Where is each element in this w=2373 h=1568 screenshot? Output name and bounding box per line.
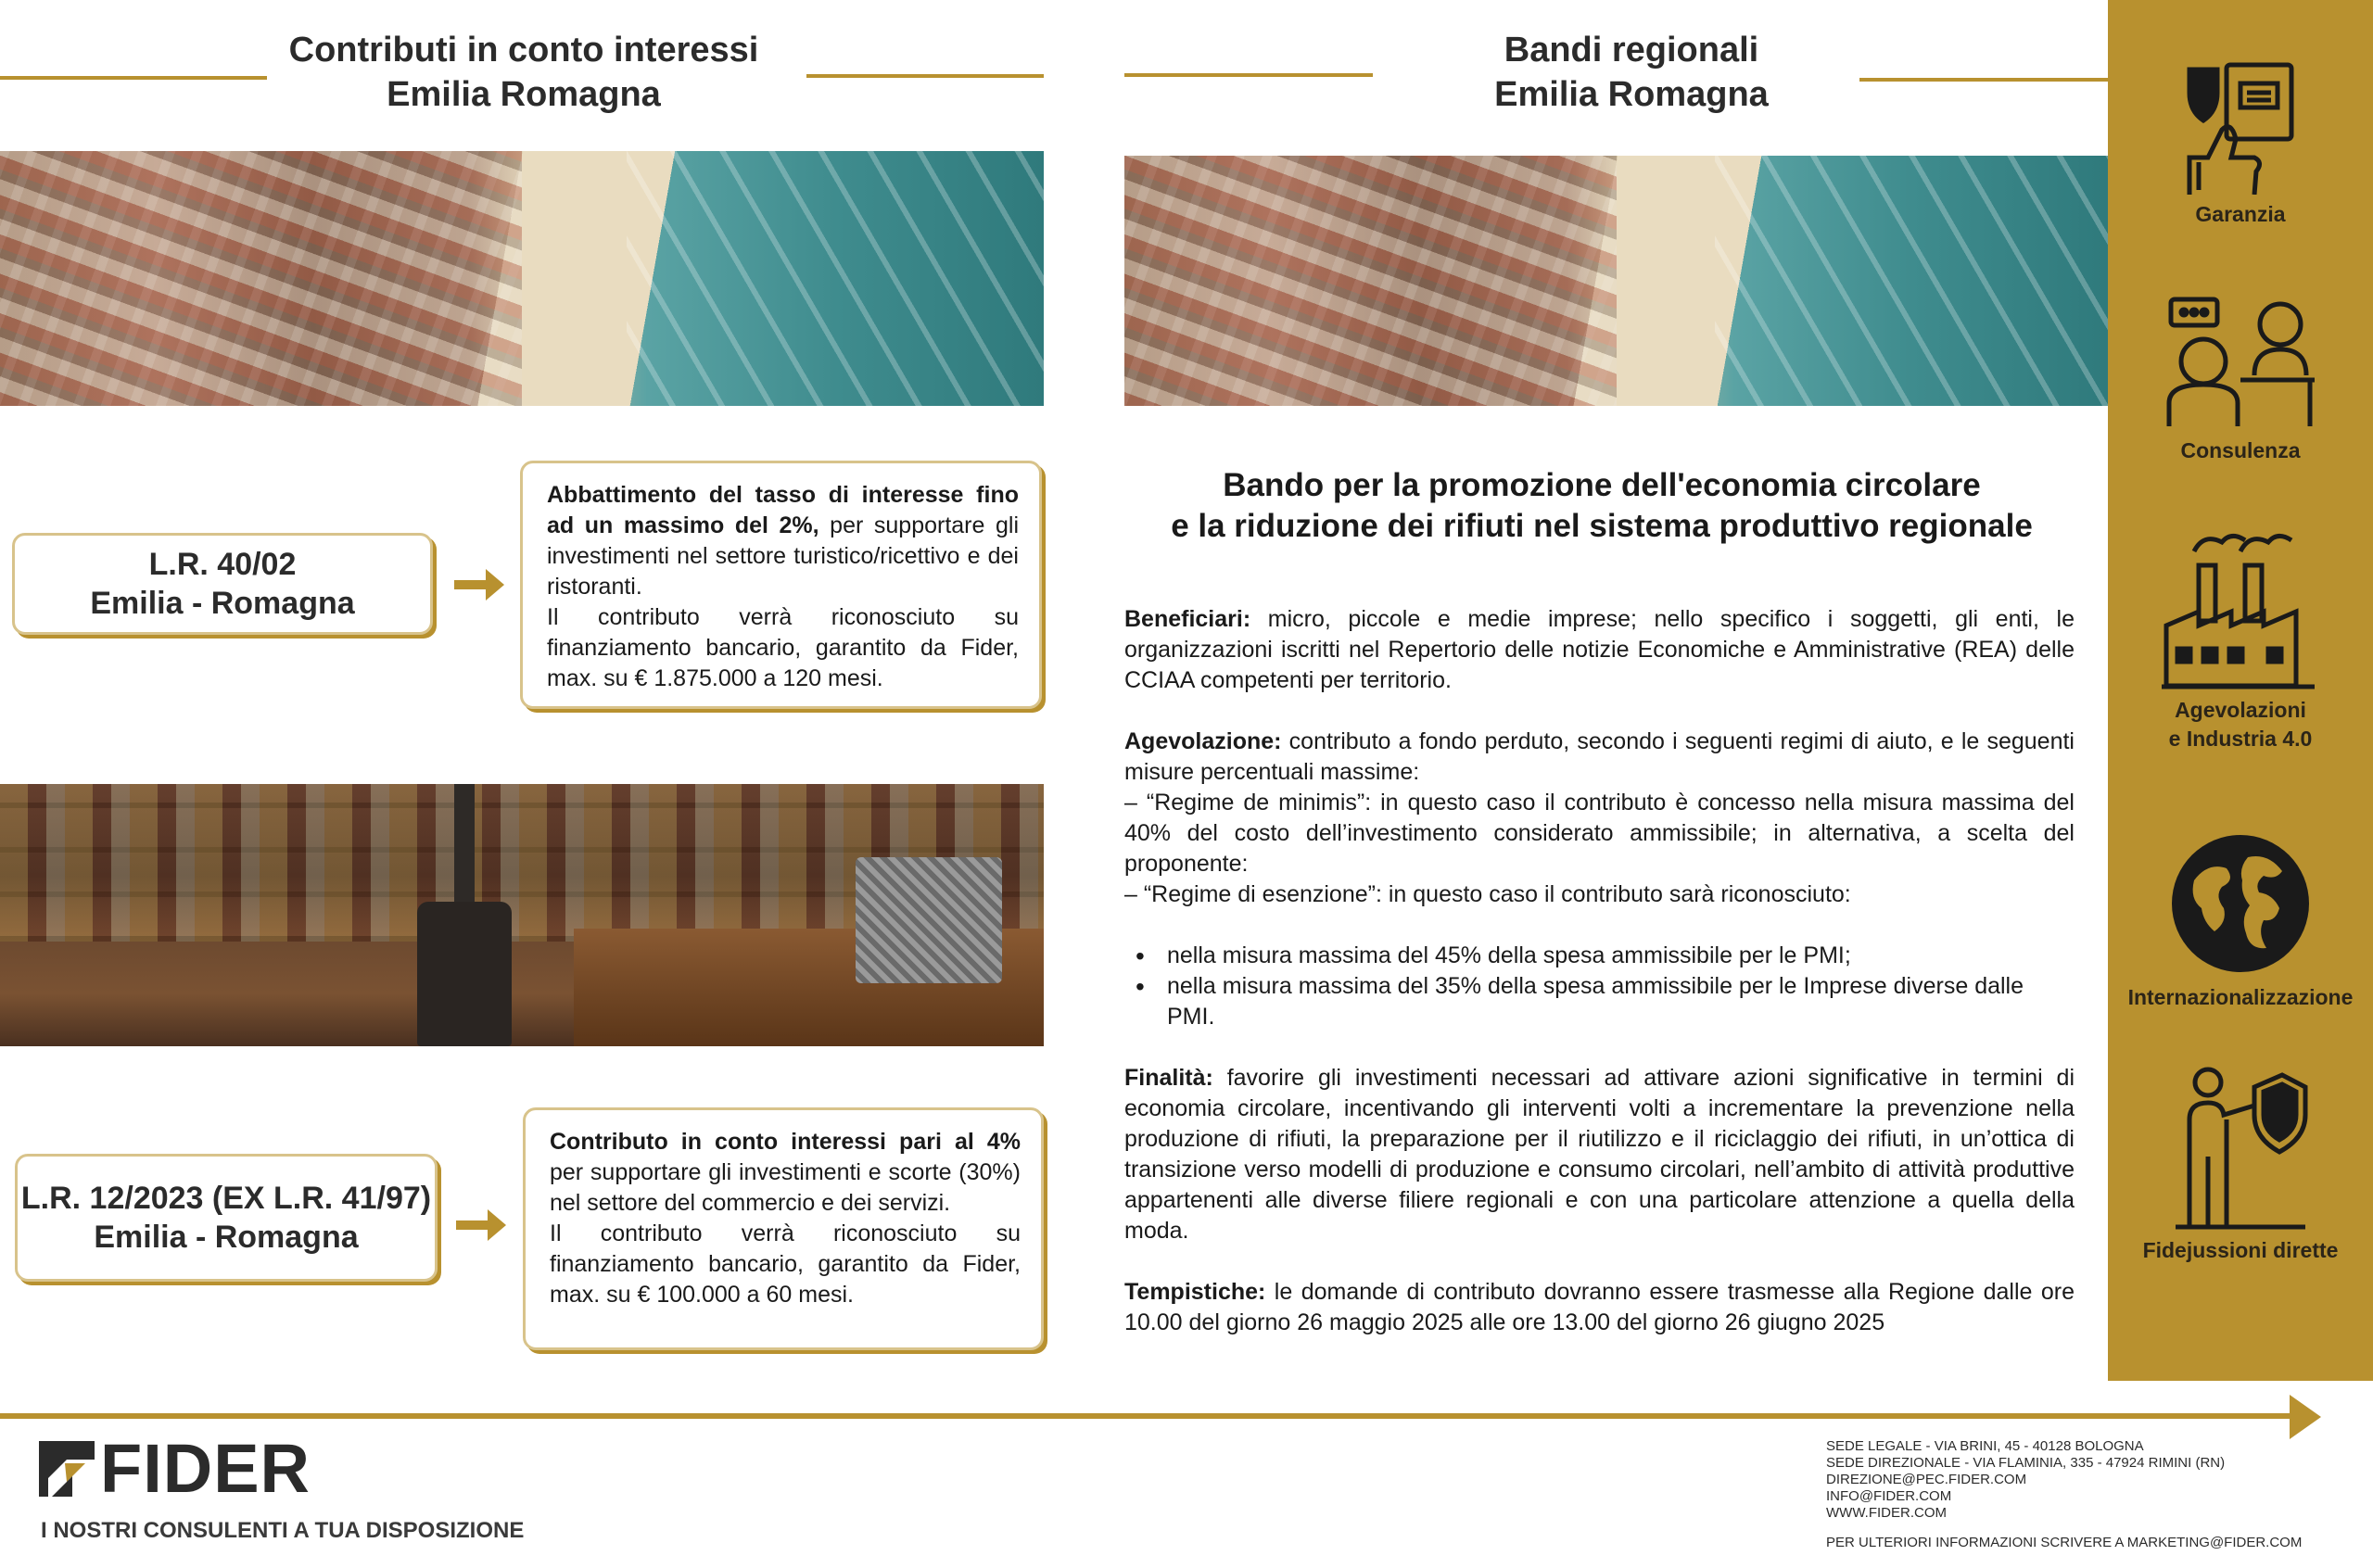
law2-desc-p1 [550, 1127, 1021, 1219]
contact-line: WWW.FIDER.COM [1826, 1505, 1947, 1521]
globe-icon [2166, 829, 2315, 978]
tempistiche-paragraph [1124, 1277, 2075, 1338]
title-rule-left-a [0, 76, 267, 80]
sidebar-item-garanzia [2108, 56, 2373, 229]
law2-desc-rest: per supportare gli investimenti e scorte (30%) nel settore del commercio e dei servizi. [550, 1159, 1021, 1216]
sidebar-label-agevolazioni-line2: e Industria 4.0 [2168, 727, 2313, 751]
sidebar-label-internazionalizzazione: Internazionalizzazione [2127, 985, 2354, 1009]
shop-photo [0, 784, 1044, 1046]
law1-desc-rest: per supportare gli investimenti nel settore turistico/ricettivo e dei ristoranti. [547, 512, 1019, 600]
law-box-lr-40-02 [12, 533, 433, 635]
consulting-icon [2162, 292, 2319, 431]
law1-description-box [520, 461, 1042, 709]
contact-more-info: PER ULTERIORI INFORMAZIONI SCRIVERE A MARKETING@FIDER.COM [1826, 1535, 2303, 1550]
agevolazione-paragraph [1124, 727, 2075, 910]
beach-photo-left [0, 151, 1044, 406]
contact-line: INFO@FIDER.COM [1826, 1488, 1952, 1504]
bando-title-line1: Bando per la promozione dell'economia circolare [1223, 467, 1981, 503]
title-rule-left-b [806, 74, 1044, 78]
sidebar-item-internazionalizzazione [2108, 829, 2373, 1012]
factory-icon [2157, 524, 2324, 690]
fider-logo-mark-icon [39, 1441, 95, 1497]
fider-logo [39, 1430, 311, 1507]
agevolazione-esenzione: – “Regime di esenzione”: in questo caso il contributo sarà riconosciuto: [1124, 881, 1851, 907]
title-rule-right-a [1124, 73, 1373, 77]
right-title-line2: Emilia Romagna [1494, 75, 1769, 114]
footer-arrow-icon [2290, 1395, 2321, 1439]
arrow-right-icon [452, 566, 506, 603]
law-box-lr-12-2023 [15, 1154, 438, 1282]
agevolazione-minimis: – “Regime de minimis”: in questo caso il contributo è concesso nella misura massima del 40% del costo dell’investimento considerato ammissibile; in alternativa, a scelta del proponente: [1124, 790, 2075, 877]
agevolazione-bullets [1124, 941, 2075, 1032]
law2-description-box [523, 1107, 1044, 1350]
left-title-line1: Contributi in conto interessi [288, 31, 759, 70]
bando-body [1124, 604, 2075, 1369]
footer-contacts [1826, 1438, 2302, 1551]
sidebar-label-consulenza: Consulenza [2180, 438, 2301, 462]
sidebar-label-garanzia: Garanzia [2195, 202, 2286, 226]
contact-line: SEDE DIREZIONALE - VIA FLAMINIA, 335 - 47924 RIMINI (RN) [1826, 1455, 2226, 1471]
arrow-right-icon-2 [454, 1207, 508, 1244]
list-item: • nella misura massima del 35% della spesa ammissibile per le Imprese diverse dalle PMI. [1124, 971, 2075, 1032]
sidebar-item-agevolazioni [2108, 524, 2373, 753]
guarantee-icon [2171, 56, 2310, 195]
sidebar-item-consulenza [2108, 292, 2373, 465]
agevolazione-label: Agevolazione: [1124, 728, 1282, 754]
list-item: • nella misura massima del 45% della spesa ammissibile per le PMI; [1124, 941, 2075, 971]
bando-title [1124, 465, 2079, 547]
contact-line: SEDE LEGALE - VIA BRINI, 45 - 40128 BOLOGNA [1826, 1438, 2144, 1454]
sidebar-item-fidejussioni [2108, 1064, 2373, 1265]
law2-name: L.R. 12/2023 (EX L.R. 41/97) [20, 1181, 432, 1216]
services-sidebar [2108, 0, 2373, 1381]
law1-desc-p2: Il contributo verrà riconosciuto su finanziamento bancario, garantito da Fider, max. su € 1.875.000 a 120 mesi. [547, 604, 1019, 691]
beach-photo-right [1124, 156, 2108, 406]
footer-tagline: I NOSTRI CONSULENTI A TUA DISPOSIZIONE [41, 1518, 525, 1543]
finalita-label: Finalità: [1124, 1065, 1213, 1091]
right-section-title [1390, 28, 1872, 117]
law2-desc-p2: Il contributo verrà riconosciuto su finanziamento bancario, garantito da Fider, max. su € 100.000 a 60 mesi. [550, 1220, 1021, 1308]
right-title-line1: Bandi regionali [1504, 31, 1759, 70]
law1-region: Emilia - Romagna [90, 586, 355, 621]
contact-line: DIREZIONE@PEC.FIDER.COM [1826, 1472, 2027, 1487]
beneficiari-label: Beneficiari: [1124, 606, 1251, 632]
sidebar-label-agevolazioni [2108, 696, 2373, 753]
beneficiari-text: micro, piccole e medie imprese; nello specifico i soggetti, gli enti, le organizzazioni iscritti nel Repertorio delle notizie Economiche e Amministrative (REA) delle CCIAA competenti per territorio. [1124, 606, 2075, 693]
agevolazione-text: contributo a fondo perduto, secondo i seguenti regimi di aiuto, e le seguenti misure percentuali massime: [1124, 728, 2075, 785]
law1-desc-bold: Abbattimento del tasso di interesse fino ad un massimo del 2%, [547, 482, 1019, 538]
finalita-text: favorire gli investimenti necessari ad attivare azioni significative in termini di economia circolare, incentivando gli interventi volti a incrementare la prevenzione nella produzione di rifiuti, la preparazione per il riutilizzo e il riciclaggio dei rifiuti, in un’ottica di transizione verso modelli di produzione e consumo circolari, nell’ambito di attività produttive appartenenti alle diverse filiere regionali e con una particolare attenzione a quella della moda. [1124, 1065, 2075, 1244]
law1-desc-p1 [547, 480, 1019, 602]
left-title-line2: Emilia Romagna [387, 75, 661, 114]
title-rule-right-b [1859, 78, 2108, 82]
sidebar-label-agevolazioni-line1: Agevolazioni [2175, 698, 2306, 722]
bando-title-line2: e la riduzione dei rifiuti nel sistema produttivo regionale [1171, 508, 2033, 544]
beneficiari-paragraph [1124, 604, 2075, 696]
tempistiche-label: Tempistiche: [1124, 1279, 1266, 1305]
footer-rule [0, 1413, 2299, 1419]
logo-text: FIDER [100, 1430, 311, 1507]
left-section-title [269, 28, 779, 117]
sidebar-label-fidejussioni: Fidejussioni dirette [2142, 1238, 2339, 1262]
law2-desc-bold: Contributo in conto interessi pari al 4% [550, 1129, 1021, 1155]
law1-name: L.R. 40/02 [148, 547, 297, 582]
finalita-paragraph [1124, 1063, 2075, 1246]
shield-person-icon [2166, 1064, 2315, 1231]
tempistiche-text: le domande di contributo dovranno essere trasmesse alla Regione dalle ore 10.00 del giorno 26 maggio 2025 alle ore 13.00 del giorno 26 giugno 2025 [1124, 1279, 2075, 1335]
law2-region: Emilia - Romagna [94, 1220, 359, 1255]
